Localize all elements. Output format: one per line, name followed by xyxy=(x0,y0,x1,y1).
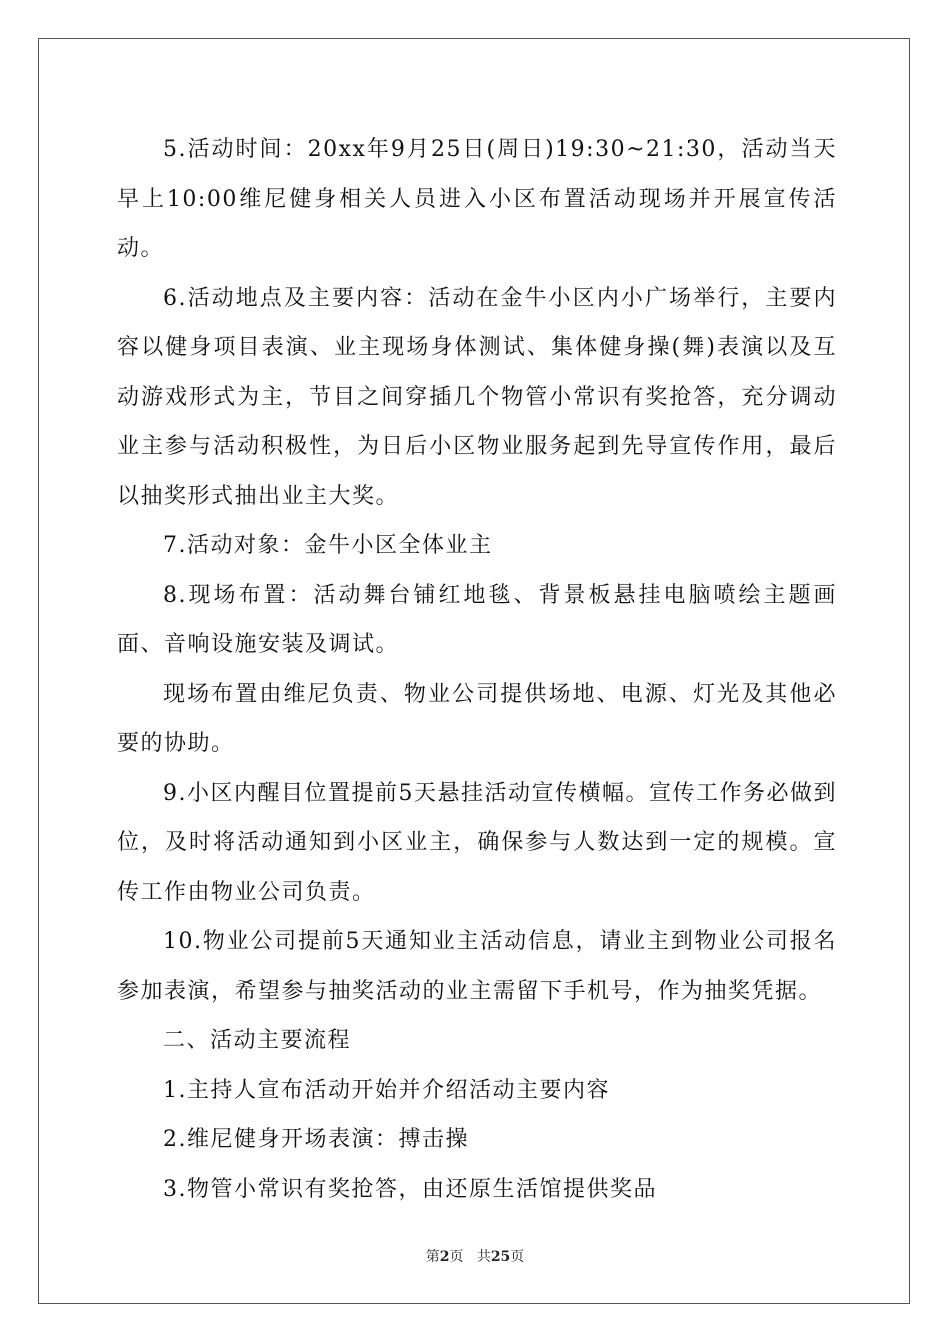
page-number-suffix: 页 xyxy=(449,1249,464,1265)
paragraph-publicity: 9.小区内醒目位置提前5天悬挂活动宣传横幅。宣传工作务必做到位，及时将活动通知到小区业主，确保参与人数达到一定的规模。宣传工作由物业公司负责。 xyxy=(117,780,837,905)
page-total-count: 25 xyxy=(490,1249,511,1265)
paragraph-location-content: 6.活动地点及主要内容：活动在金牛小区内小广场举行，主要内容以健身项目表演、业主现场身体测试、集体健身操(舞)表演以及互动游戏形式为主，节目之间穿插几个物管小常识有奖抢答，充分调动业主参与活动积极性，为日后小区物业服务起到先导宣传作用，最后以抽奖形式抽出业主大奖。 xyxy=(117,285,837,509)
page-total-prefix: 共 xyxy=(476,1249,491,1265)
paragraph-activity-time: 5.活动时间：20xx年9月25日(周日)19:30~21:30，活动当天早上10:00维尼健身相关人员进入小区布置活动现场并开展宣传活动。 xyxy=(117,137,837,261)
process-item-2: 2.维尼健身开场表演：搏击操 xyxy=(163,1127,469,1152)
section-heading-main-process: 二、活动主要流程 xyxy=(163,1028,352,1053)
page-number-current: 2 xyxy=(439,1249,450,1265)
paragraph-setup-responsibility: 现场布置由维尼负责、物业公司提供场地、电源、灯光及其他必要的协助。 xyxy=(117,681,837,756)
page-number-prefix: 第 xyxy=(425,1249,440,1265)
paragraph-site-setup: 8.现场布置：活动舞台铺红地毯、背景板悬挂电脑喷绘主题画面、音响设施安装及调试。 xyxy=(117,582,837,657)
process-item-1: 1.主持人宣布活动开始并介绍活动主要内容 xyxy=(163,1077,610,1103)
paragraph-audience: 7.活动对象：金牛小区全体业主 xyxy=(163,533,493,558)
page-footer xyxy=(0,1246,950,1266)
paragraph-notification: 10.物业公司提前5天通知业主活动信息，请业主到物业公司报名参加表演，希望参与抽奖活动的业主需留下手机号，作为抽奖凭据。 xyxy=(117,929,837,1004)
page-total-suffix: 页 xyxy=(510,1249,525,1265)
process-item-3: 3.物管小常识有奖抢答，由还原生活馆提供奖品 xyxy=(163,1176,657,1202)
document-body xyxy=(117,125,837,1214)
